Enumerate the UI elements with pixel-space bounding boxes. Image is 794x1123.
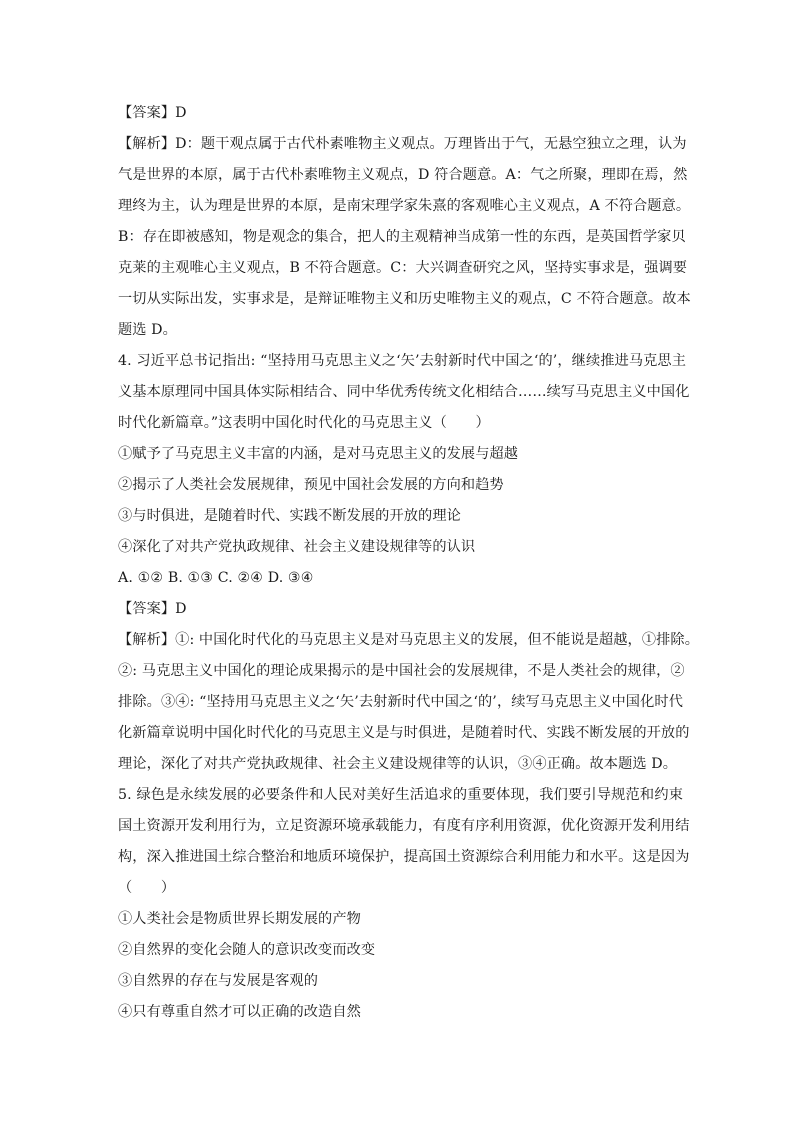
- answer-label-q4: 【答案】D: [118, 601, 187, 617]
- analysis-q3-line-7: 题选 D。: [118, 322, 177, 338]
- question-5-stem-line-1: 5. 绿色是永续发展的必要条件和人民对美好生活追求的重要体现，我们要引导规范和约束: [118, 787, 683, 803]
- question-4-option-4: ④深化了对共产党执政规律、社会主义建设规律等的认识: [118, 539, 476, 555]
- question-4-option-2: ②揭示了人类社会发展规律，预见中国社会发展的方向和趋势: [118, 477, 504, 493]
- answer-label-q3: 【答案】D: [118, 105, 187, 121]
- analysis-q3-line-4: B：存在即被感知，物是观念的集合，把人的主观精神当成第一性的东西，是英国哲学家贝: [118, 229, 686, 245]
- analysis-q3-line-6: 一切从实际出发，实事求是，是辩证唯物主义和历史唯物主义的观点，C 不符合题意。故本: [118, 291, 691, 307]
- question-5-option-1: ①人类社会是物质世界长期发展的产物: [118, 911, 361, 927]
- analysis-q4-line-2: ②: 马克思主义中国化的理论成果揭示的是中国社会的发展规律，不是人类社会的规律，②: [118, 663, 685, 679]
- analysis-q3-line-2: 气是世界的本原，属于古代朴素唯物主义观点，D 符合题意。A：气之所聚，理即在焉，然: [118, 167, 688, 183]
- question-5-option-3: ③自然界的存在与发展是客观的: [118, 973, 319, 989]
- question-4-stem-line-2: 义基本原理同中国具体实际相结合、同中华优秀传统文化相结合……续写马克思主义中国化: [118, 384, 690, 400]
- question-4-stem-line-3: 时代化新篇章。”这表明中国化时代化的马克思主义（ ）: [118, 415, 490, 431]
- document-page: [118, 98, 699, 1028]
- analysis-q3-line-3: 理终为主，认为理是世界的本原，是南宋理学家朱熹的客观唯心主义观点，A 不符合题意。: [118, 198, 691, 214]
- question-4-option-3: ③与时俱进，是随着时代、实践不断发展的开放的理论: [118, 508, 461, 524]
- analysis-q4-line-1: 【解析】①: 中国化时代化的马克思主义是对马克思主义的发展，但不能说是超越，①排除。: [118, 632, 699, 648]
- question-5-stem-line-2: 国土资源开发利用行为，立足资源环境承载能力，有度有序利用资源，优化资源开发利用结: [118, 818, 690, 834]
- question-5-stem-line-3: 构，深入推进国土综合整治和地质环境保护，提高国土资源综合利用能力和水平。这是因为: [118, 849, 690, 865]
- question-5-stem-line-4: （ ）: [118, 880, 176, 896]
- question-4-choices: A. ①② B. ①③ C. ②④ D. ③④: [118, 570, 314, 586]
- question-4-stem-line-1: 4. 习近平总书记指出: “坚持用马克思主义之‘矢’去射新时代中国之‘的’，继续推进马克思主: [118, 353, 686, 369]
- question-5-option-4: ④只有尊重自然才可以正确的改造自然: [118, 1004, 361, 1020]
- analysis-q3-line-1: 【解析】D：题干观点属于古代朴素唯物主义观点。万理皆出于气，无悬空独立之理，认为: [118, 136, 687, 152]
- question-4-option-1: ①赋予了马克思主义丰富的内涵，是对马克思主义的发展与超越: [118, 446, 519, 462]
- analysis-q4-line-3: 排除。③④: “坚持用马克思主义之‘矢’去射新时代中国之‘的’，续写马克思主义中国化时代: [118, 694, 683, 710]
- question-5-option-2: ②自然界的变化会随人的意识改变而改变: [118, 942, 376, 958]
- analysis-q4-line-4: 化新篇章说明中国化时代化的马克思主义是与时俱进，是随着时代、实践不断发展的开放的: [118, 725, 690, 741]
- analysis-q3-line-5: 克莱的主观唯心主义观点，B 不符合题意。C：大兴调查研究之风，坚持实事求是，强调要: [118, 260, 688, 276]
- analysis-q4-line-5: 理论，深化了对共产党执政规律、社会主义建设规律等的认识，③④正确。故本题选 D。: [118, 756, 678, 772]
